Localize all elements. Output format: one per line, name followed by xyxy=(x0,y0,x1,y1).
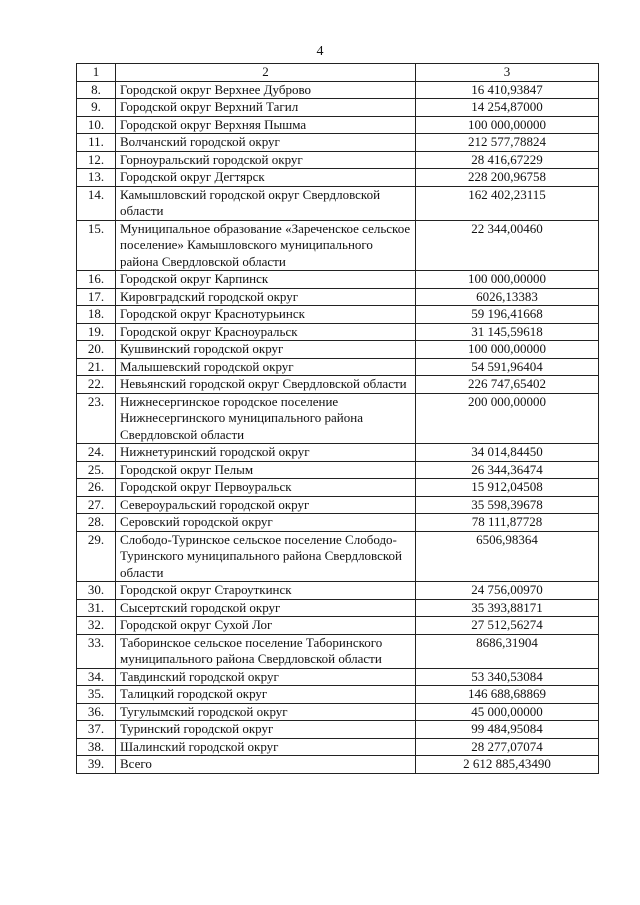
row-number: 16. xyxy=(77,271,116,289)
row-name: Тавдинский городской округ xyxy=(116,668,416,686)
row-value: 53 340,53084 xyxy=(416,668,599,686)
row-name: Городской округ Верхнее Дуброво xyxy=(116,81,416,99)
row-value: 54 591,96404 xyxy=(416,358,599,376)
row-name: Городской округ Красноуральск xyxy=(116,323,416,341)
row-name: Слободо-Туринское сельское поселение Слободо-Туринского муниципального района Свердловской области xyxy=(116,531,416,582)
row-number: 34. xyxy=(77,668,116,686)
table-row xyxy=(77,617,599,635)
row-value: 6026,13383 xyxy=(416,288,599,306)
table-row xyxy=(77,116,599,134)
row-number: 8. xyxy=(77,81,116,99)
row-value: 34 014,84450 xyxy=(416,444,599,462)
row-value: 6506,98364 xyxy=(416,531,599,582)
row-number: 9. xyxy=(77,99,116,117)
table-row xyxy=(77,341,599,359)
table-row xyxy=(77,634,599,668)
row-value: 24 756,00970 xyxy=(416,582,599,600)
row-number: 12. xyxy=(77,151,116,169)
table-row xyxy=(77,738,599,756)
row-number: 21. xyxy=(77,358,116,376)
row-number: 31. xyxy=(77,599,116,617)
table-row xyxy=(77,376,599,394)
table-row xyxy=(77,703,599,721)
row-value: 228 200,96758 xyxy=(416,169,599,187)
table-row xyxy=(77,81,599,99)
row-value: 78 111,87728 xyxy=(416,514,599,532)
row-number: 32. xyxy=(77,617,116,635)
row-value: 22 344,00460 xyxy=(416,220,599,271)
row-name: Городской округ Верхняя Пышма xyxy=(116,116,416,134)
page-number: 4 xyxy=(316,44,324,59)
allocation-table xyxy=(76,63,599,774)
row-number: 33. xyxy=(77,634,116,668)
row-number: 37. xyxy=(77,721,116,739)
table-row xyxy=(77,496,599,514)
row-name: Городской округ Пелым xyxy=(116,461,416,479)
table-row xyxy=(77,151,599,169)
row-value: 35 598,39678 xyxy=(416,496,599,514)
row-value: 100 000,00000 xyxy=(416,271,599,289)
row-number: 23. xyxy=(77,393,116,444)
row-number: 28. xyxy=(77,514,116,532)
row-name: Туринский городской округ xyxy=(116,721,416,739)
row-name: Кушвинский городской округ xyxy=(116,341,416,359)
row-value: 28 277,07074 xyxy=(416,738,599,756)
row-number: 26. xyxy=(77,479,116,497)
table-row xyxy=(77,756,599,774)
row-number: 20. xyxy=(77,341,116,359)
row-value: 16 410,93847 xyxy=(416,81,599,99)
table-header-row xyxy=(77,64,599,82)
row-number: 22. xyxy=(77,376,116,394)
row-number: 14. xyxy=(77,186,116,220)
row-value: 100 000,00000 xyxy=(416,116,599,134)
row-number: 15. xyxy=(77,220,116,271)
table-row xyxy=(77,531,599,582)
table-row xyxy=(77,444,599,462)
row-name: Волчанский городской округ xyxy=(116,134,416,152)
row-number: 39. xyxy=(77,756,116,774)
row-name: Городской округ Первоуральск xyxy=(116,479,416,497)
row-value: 45 000,00000 xyxy=(416,703,599,721)
row-number: 30. xyxy=(77,582,116,600)
row-name: Городской округ Верхний Тагил xyxy=(116,99,416,117)
row-value: 59 196,41668 xyxy=(416,306,599,324)
row-value: 15 912,04508 xyxy=(416,479,599,497)
row-value: 212 577,78824 xyxy=(416,134,599,152)
row-number: 24. xyxy=(77,444,116,462)
row-name: Таборинское сельское поселение Таборинского муниципального района Свердловской области xyxy=(116,634,416,668)
row-number: 25. xyxy=(77,461,116,479)
table-row xyxy=(77,323,599,341)
row-value: 35 393,88171 xyxy=(416,599,599,617)
row-value: 27 512,56274 xyxy=(416,617,599,635)
row-number: 18. xyxy=(77,306,116,324)
row-value: 31 145,59618 xyxy=(416,323,599,341)
header-col-2: 2 xyxy=(116,64,416,82)
row-value: 14 254,87000 xyxy=(416,99,599,117)
row-name: Серовский городской округ xyxy=(116,514,416,532)
table-row xyxy=(77,668,599,686)
row-name: Тугулымский городской округ xyxy=(116,703,416,721)
row-name: Кировградский городской округ xyxy=(116,288,416,306)
table-row xyxy=(77,288,599,306)
table-row xyxy=(77,306,599,324)
table-row xyxy=(77,358,599,376)
row-value: 26 344,36474 xyxy=(416,461,599,479)
row-value: 8686,31904 xyxy=(416,634,599,668)
table-row xyxy=(77,169,599,187)
row-number: 38. xyxy=(77,738,116,756)
row-number: 10. xyxy=(77,116,116,134)
table-row xyxy=(77,220,599,271)
row-name: Городской округ Староуткинск xyxy=(116,582,416,600)
row-name: Североуральский городской округ xyxy=(116,496,416,514)
row-name: Нижнесергинское городское поселение Нижнесергинского муниципального района Свердловской области xyxy=(116,393,416,444)
row-number: 17. xyxy=(77,288,116,306)
row-name: Невьянский городской округ Свердловской области xyxy=(116,376,416,394)
row-name: Малышевский городской округ xyxy=(116,358,416,376)
row-name: Талицкий городской округ xyxy=(116,686,416,704)
row-value: 200 000,00000 xyxy=(416,393,599,444)
row-name: Городской округ Краснотурьинск xyxy=(116,306,416,324)
table-row xyxy=(77,582,599,600)
row-number: 13. xyxy=(77,169,116,187)
row-value: 2 612 885,43490 xyxy=(416,756,599,774)
table-row xyxy=(77,599,599,617)
table-row xyxy=(77,271,599,289)
row-name: Всего xyxy=(116,756,416,774)
table-row xyxy=(77,99,599,117)
table-row xyxy=(77,134,599,152)
row-value: 146 688,68869 xyxy=(416,686,599,704)
table-row xyxy=(77,186,599,220)
table-row xyxy=(77,514,599,532)
row-name: Нижнетуринский городской округ xyxy=(116,444,416,462)
header-col-1: 1 xyxy=(77,64,116,82)
table-row xyxy=(77,721,599,739)
row-number: 29. xyxy=(77,531,116,582)
row-name: Шалинский городской округ xyxy=(116,738,416,756)
row-name: Муниципальное образование «Зареченское сельское поселение» Камышловского муниципального района Свердловской области xyxy=(116,220,416,271)
table-row xyxy=(77,393,599,444)
row-name: Горноуральский городской округ xyxy=(116,151,416,169)
row-value: 162 402,23115 xyxy=(416,186,599,220)
row-value: 226 747,65402 xyxy=(416,376,599,394)
row-number: 19. xyxy=(77,323,116,341)
row-number: 36. xyxy=(77,703,116,721)
row-name: Городской округ Сухой Лог xyxy=(116,617,416,635)
header-col-3: 3 xyxy=(416,64,599,82)
row-number: 35. xyxy=(77,686,116,704)
row-value: 28 416,67229 xyxy=(416,151,599,169)
table-row xyxy=(77,479,599,497)
row-number: 27. xyxy=(77,496,116,514)
row-value: 100 000,00000 xyxy=(416,341,599,359)
row-name: Сысертский городской округ xyxy=(116,599,416,617)
row-name: Городской округ Карпинск xyxy=(116,271,416,289)
table-row xyxy=(77,461,599,479)
table-row xyxy=(77,686,599,704)
row-value: 99 484,95084 xyxy=(416,721,599,739)
row-name: Городской округ Дегтярск xyxy=(116,169,416,187)
row-number: 11. xyxy=(77,134,116,152)
row-name: Камышловский городской округ Свердловской области xyxy=(116,186,416,220)
